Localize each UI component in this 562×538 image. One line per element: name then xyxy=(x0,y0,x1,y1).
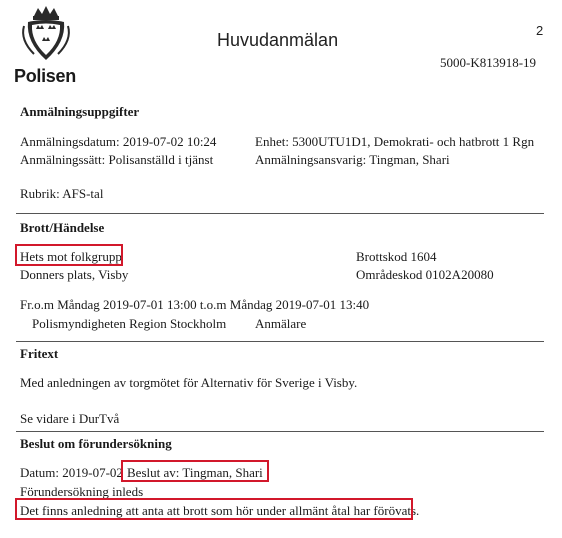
section-heading-report: Anmälningsuppgifter xyxy=(20,104,140,119)
reported-date: Anmälningsdatum: 2019-07-02 10:24 xyxy=(20,134,217,149)
section-heading-free-text: Fritext xyxy=(20,346,59,361)
section-heading-decision: Beslut om förundersökning xyxy=(20,436,172,451)
document-title: Huvudanmälan xyxy=(217,30,339,50)
unit: Enhet: 5300UTU1D1, Demokrati- och hatbrott 1 Rgn xyxy=(255,134,535,149)
police-logo xyxy=(14,4,78,86)
reporter-role: Anmälare xyxy=(255,316,307,331)
decided-by: Beslut av: Tingman, Shari xyxy=(127,465,263,480)
divider xyxy=(16,431,544,432)
divider xyxy=(16,213,544,214)
offense-highlight xyxy=(15,244,123,266)
subject: Rubrik: AFS-tal xyxy=(20,186,104,201)
decision-reason-highlight xyxy=(15,498,413,520)
area-code: Områdeskod 0102A20080 xyxy=(356,267,494,282)
crime-period: Fr.o.m Måndag 2019-07-01 13:00 t.o.m Måndag 2019-07-01 13:40 xyxy=(20,297,370,312)
crime-location: Donners plats, Visby xyxy=(20,267,129,282)
responsible-officer: Anmälningsansvarig: Tingman, Shari xyxy=(255,152,450,167)
free-text-body: Med anledningen av torgmötet för Alternativ för Sverige i Visby. xyxy=(20,375,358,390)
brand-name: Polisen xyxy=(14,66,76,86)
page-number: 2 xyxy=(536,23,544,38)
reporting-method: Anmälningssätt: Polisanställd i tjänst xyxy=(20,152,214,167)
case-number: 5000-K813918-19 xyxy=(440,55,537,70)
investigation-status: Förundersökning inleds xyxy=(20,484,144,499)
section-heading-crime: Brott/Händelse xyxy=(20,220,105,235)
police-emblem-icon xyxy=(14,4,78,66)
decision-reason: Det finns anledning att anta att brott som hör under allmänt åtal har förövats. xyxy=(20,503,420,518)
free-text-see-also: Se vidare i DurTvå xyxy=(20,411,120,426)
divider xyxy=(16,341,544,342)
police-authority: Polismyndigheten Region Stockholm xyxy=(32,316,227,331)
offense: Hets mot folkgrupp xyxy=(20,249,122,264)
decision-date: Datum: 2019-07-02 xyxy=(20,465,123,480)
crime-code: Brottskod 1604 xyxy=(356,249,437,264)
decided-by-highlight xyxy=(121,460,269,482)
